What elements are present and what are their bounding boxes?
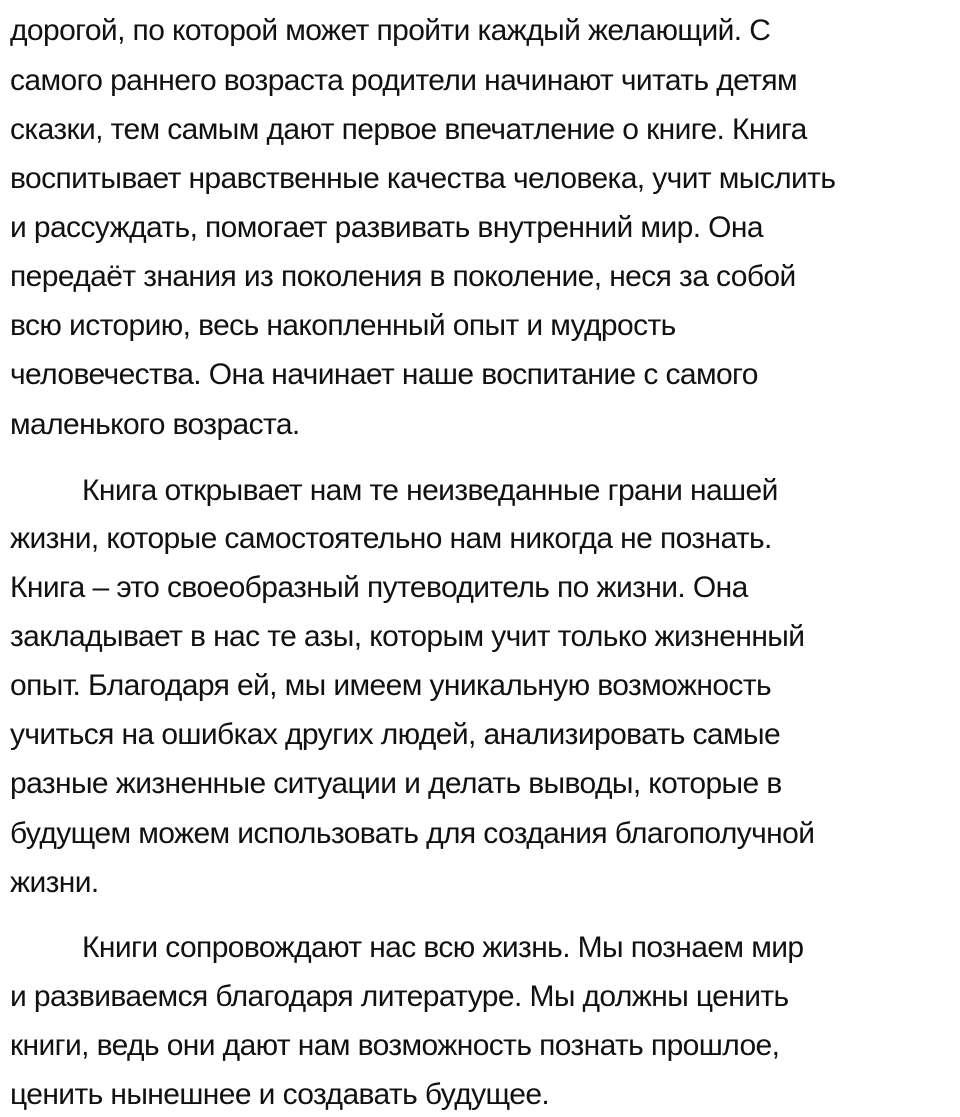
text-line: книги, ведь они дают нам возможность познать прошлое,	[10, 1029, 780, 1062]
text-line: учиться на ошибках других людей, анализировать самые	[10, 718, 781, 751]
text-line: воспитывает нравственные качества человека, учит мыслить	[10, 162, 836, 195]
paragraph-first-line: Книги сопровождают нас всю жизнь. Мы познаем мир	[82, 931, 804, 964]
text-line: самого раннего возраста родители начинают читать детям	[10, 64, 798, 97]
text-line: и развиваемся благодаря литературе. Мы должны ценить	[10, 980, 789, 1013]
text-line: передаёт знания из поколения в поколение, неся за собой	[10, 260, 796, 293]
text-line: всю историю, весь накопленный опыт и мудрость	[10, 309, 676, 342]
text-line: закладывает в нас те азы, которым учит только жизненный	[10, 620, 805, 653]
text-line: ценить нынешнее и создавать будущее.	[10, 1078, 550, 1111]
text-line: сказки, тем самым дают первое впечатление о книге. Книга	[10, 113, 807, 146]
text-line: жизни, которые самостоятельно нам никогда не познать.	[10, 522, 772, 555]
text-line: жизни.	[10, 866, 99, 899]
paragraph-first-line: Книга открывает нам те неизведанные грани нашей	[82, 474, 778, 507]
text-line: человечества. Она начинает наше воспитание с самого	[10, 358, 758, 391]
text-line: и рассуждать, помогает развивать внутренний мир. Она	[10, 211, 763, 244]
text-line: Книга – это своеобразный путеводитель по жизни. Она	[10, 571, 748, 604]
text-line: разные жизненные ситуации и делать выводы, которые в	[10, 767, 782, 800]
text-line: дорогой, по которой может пройти каждый желающий. С	[10, 14, 771, 47]
text-line: маленького возраста.	[10, 408, 300, 441]
text-line: будущем можем использовать для создания благополучной	[10, 817, 815, 850]
text-line: опыт. Благодаря ей, мы имеем уникальную возможность	[10, 669, 771, 702]
